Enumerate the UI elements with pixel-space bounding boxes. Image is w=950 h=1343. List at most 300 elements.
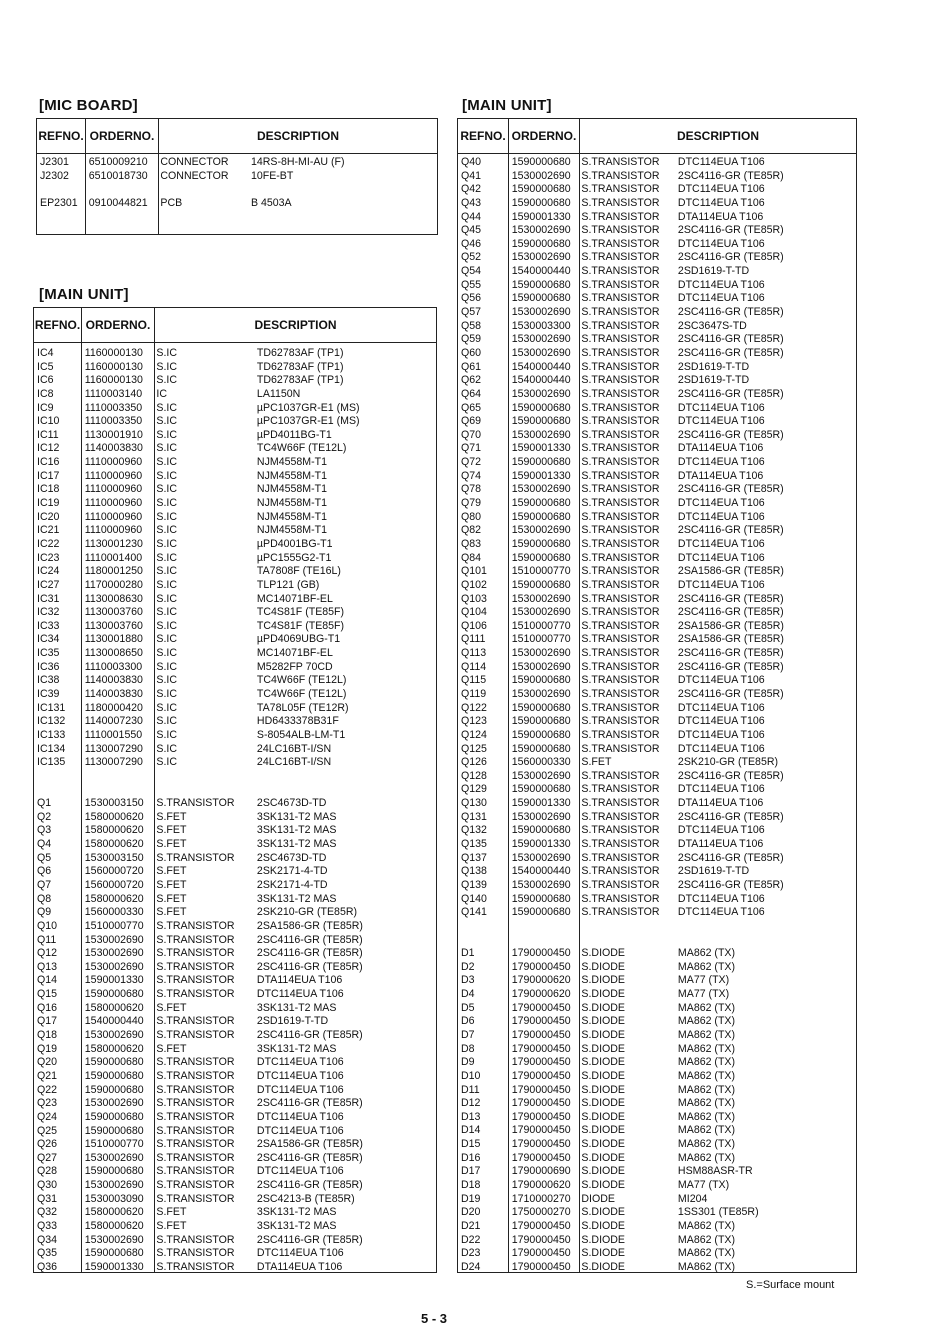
ref-no-cell: IC31: [37, 592, 60, 605]
table-row: [34, 947, 436, 961]
order-no-cell: 1590001330: [511, 797, 571, 810]
table-row: [458, 947, 856, 961]
order-no-cell: 1530002690: [511, 660, 571, 673]
ref-no-cell: Q25: [37, 1124, 58, 1137]
part-type-cell: S.TRANSISTOR: [581, 306, 660, 319]
ref-no-cell: D19: [461, 1192, 481, 1205]
part-description-cell: DTA114EUA T106: [677, 797, 764, 810]
description-header: DESCRIPTION: [579, 119, 856, 153]
part-type-cell: S.TRANSISTOR: [581, 633, 660, 646]
order-no-cell: 1590000680: [84, 1056, 144, 1069]
part-type-cell: S.DIODE: [581, 1083, 625, 1096]
ref-no-cell: D16: [461, 1151, 481, 1164]
part-type-cell: S.DIODE: [581, 1233, 625, 1246]
ref-no-cell: Q33: [37, 1220, 58, 1232]
order-no-cell: [508, 920, 579, 934]
part-type-cell: S.TRANSISTOR: [581, 183, 660, 196]
ref-no-cell: [34, 784, 81, 798]
part-type-cell: S.TRANSISTOR: [156, 988, 235, 1001]
ref-no-cell: Q102: [461, 578, 487, 591]
ref-no-cell: Q15: [37, 988, 58, 1001]
part-type-cell: S.TRANSISTOR: [581, 483, 660, 496]
ref-no-cell: Q43: [461, 196, 482, 209]
ref-no-header: REF NO.: [460, 128, 506, 143]
table-row: [458, 770, 856, 784]
part-description-cell: DTC114EUA T106: [677, 783, 765, 796]
order-no-cell: 1110001400: [84, 551, 143, 564]
table-row: [34, 797, 436, 811]
ref-no-cell: Q123: [461, 715, 487, 728]
part-type-cell: S.IC: [156, 469, 178, 482]
table-row: [458, 333, 856, 347]
ref-no-cell: Q140: [461, 892, 487, 905]
part-type-cell: S.TRANSISTOR: [581, 783, 660, 796]
ref-no-cell: Q5: [37, 851, 52, 864]
ref-no-cell: IC16: [37, 456, 60, 469]
part-type-cell: S.TRANSISTOR: [581, 687, 660, 700]
table-row: [34, 538, 436, 552]
order-no-header: ORDER NO.: [85, 119, 158, 153]
ref-no-cell: Q79: [461, 497, 482, 510]
part-type-cell: S.IC: [156, 606, 178, 619]
part-type-cell: S.TRANSISTOR: [581, 728, 660, 741]
table-row: [458, 279, 856, 293]
table-row: [458, 251, 856, 265]
table-row: [37, 197, 437, 211]
ref-no-cell: IC36: [37, 660, 60, 673]
table-row: [458, 552, 856, 566]
part-description-cell: TD62783AF (TP1): [256, 347, 344, 359]
part-type-cell: S.FET: [156, 1206, 187, 1219]
part-type-cell: S.TRANSISTOR: [581, 156, 660, 168]
part-type-cell: S.TRANSISTOR: [156, 1069, 235, 1082]
part-type-cell: S.TRANSISTOR: [581, 824, 660, 837]
part-description-cell: µPC1037GR-E1 (MS): [256, 401, 360, 414]
table-row: [458, 456, 856, 470]
part-type-cell: S.TRANSISTOR: [581, 278, 660, 291]
ref-no-cell: IC134: [37, 742, 66, 755]
part-description-cell: 2SC4116-GR (TE85R): [256, 933, 363, 946]
ref-no-cell: Q59: [461, 333, 482, 346]
table-row: [458, 1206, 856, 1220]
part-type-cell: [153, 770, 253, 784]
part-description-cell: DTC114EUA T106: [677, 728, 765, 741]
part-description-cell: MA862 (TX): [677, 1219, 736, 1232]
part-type-cell: S.IC: [156, 728, 178, 741]
order-no-cell: 1530002690: [511, 387, 571, 400]
part-type-cell: S.IC: [156, 428, 178, 441]
table-row: [458, 238, 856, 252]
mic-board-table: [36, 118, 438, 235]
order-no-cell: 1530002690: [84, 1097, 144, 1110]
order-no-cell: 1590000680: [511, 510, 571, 523]
order-no-cell: 1590000680: [511, 892, 571, 905]
part-description-cell: LA1150N: [256, 387, 301, 400]
part-description-cell: DTC114EUA T106: [256, 1083, 344, 1096]
ref-no-cell: Q44: [461, 210, 482, 223]
part-description-cell: DTC114EUA T106: [677, 510, 765, 523]
order-no-cell: 1170000280: [84, 578, 143, 591]
part-description-cell: MA862 (TX): [677, 1056, 736, 1069]
part-description-cell: MA862 (TX): [677, 1015, 736, 1028]
order-no-cell: 1160000130: [84, 374, 143, 387]
ref-no-cell: IC135: [37, 756, 66, 769]
ref-no-cell: Q57: [461, 306, 482, 319]
order-no-cell: 1110000960: [84, 497, 143, 510]
part-type-cell: S.IC: [156, 756, 178, 769]
part-description-cell: DTC114EUA T106: [256, 1056, 344, 1069]
part-description-cell: 2SA1586-GR (TE85R): [256, 919, 363, 932]
table-row: [458, 1002, 856, 1016]
order-no-cell: 1560000330: [511, 756, 571, 769]
part-description-cell: 2SA1586-GR (TE85R): [677, 633, 784, 646]
description-header: DESCRIPTION: [154, 308, 436, 342]
ref-no-cell: Q104: [461, 606, 487, 619]
ref-no-cell: D17: [461, 1165, 481, 1178]
part-description-cell: 24LC16BT-I/SN: [256, 742, 332, 755]
order-no-cell: 1540000440: [511, 265, 571, 278]
part-description-cell: MA862 (TX): [677, 1083, 736, 1096]
ref-no-cell: Q132: [461, 824, 487, 837]
ref-no-cell: IC11: [37, 428, 59, 441]
ref-no-cell: D10: [461, 1069, 481, 1082]
ref-no-cell: IC4: [37, 347, 54, 359]
part-description-cell: 3SK131-T2 MAS: [256, 824, 337, 837]
part-description-cell: 2SD1619-T-TD: [677, 865, 750, 878]
part-description-cell: DTA114EUA T106: [677, 442, 764, 455]
ref-no-cell: Q7: [37, 878, 52, 891]
part-description-cell: 2SA1586-GR (TE85R): [677, 619, 784, 632]
ref-no-cell: IC131: [37, 701, 66, 714]
table-row: [34, 893, 436, 907]
part-type-cell: S.DIODE: [581, 1097, 625, 1110]
part-type-cell: S.FET: [156, 838, 187, 851]
ref-no-cell: IC21: [37, 524, 60, 537]
main-unit-right-title: [MAIN UNIT]: [462, 97, 552, 114]
part-type-cell: S.DIODE: [581, 1029, 625, 1041]
table-row: [34, 1002, 436, 1016]
part-description-cell: DTC114EUA T106: [677, 824, 765, 837]
part-type-cell: S.TRANSISTOR: [581, 715, 660, 728]
part-type-cell: S.DIODE: [581, 1138, 625, 1151]
order-no-cell: 1530002690: [511, 878, 571, 891]
table-row: [34, 729, 436, 743]
part-description-cell: [674, 934, 856, 948]
part-description-cell: DTC114EUA T106: [677, 497, 765, 510]
order-no-cell: 1140003830: [84, 688, 143, 701]
order-no-cell: 1130001230: [84, 537, 143, 550]
part-type-cell: S.IC: [156, 688, 178, 701]
table-row: [34, 565, 436, 579]
table-row: [458, 183, 856, 197]
part-type-cell: S.IC: [156, 537, 178, 550]
part-type-cell: S.DIODE: [581, 1206, 625, 1219]
ref-no-cell: Q41: [461, 169, 482, 182]
part-description-cell: NJM4558M-T1: [256, 497, 327, 510]
order-no-cell: 1790000450: [511, 1029, 571, 1041]
part-type-cell: S.DIODE: [581, 988, 625, 1001]
table-row: [458, 1056, 856, 1070]
part-description-cell: µPD4001BG-T1: [256, 537, 333, 550]
table-row: [34, 1125, 436, 1139]
ref-no-cell: Q14: [37, 974, 58, 987]
ref-no-cell: [34, 770, 81, 784]
table-row: [458, 879, 856, 893]
part-type-cell: S.TRANSISTOR: [581, 701, 660, 714]
order-no-cell: 1790000450: [511, 1233, 571, 1246]
ref-no-cell: IC8: [37, 387, 54, 400]
table-row: [458, 1247, 856, 1261]
part-description-cell: DTA114EUA T106: [677, 838, 764, 851]
part-type-cell: S.DIODE: [581, 1110, 625, 1123]
part-type-cell: S.TRANSISTOR: [581, 401, 660, 414]
order-no-cell: 1590000680: [511, 578, 571, 591]
part-type-cell: S.IC: [156, 374, 178, 387]
table-row: [458, 1124, 856, 1138]
ref-no-cell: Q13: [37, 960, 58, 973]
table-row: [34, 1043, 436, 1057]
table-row: [458, 224, 856, 238]
part-description-cell: MA862 (TX): [677, 1069, 736, 1082]
table-row: [458, 211, 856, 225]
part-type-cell: S.IC: [156, 647, 178, 660]
ref-no-cell: D11: [461, 1083, 480, 1096]
table-row: [458, 1165, 856, 1179]
order-no-cell: 1110000960: [84, 510, 143, 523]
ref-no-cell: Q12: [37, 947, 58, 960]
part-description-cell: 2SC4213-B (TE85R): [256, 1192, 355, 1205]
table-row: [458, 1043, 856, 1057]
table-row: [34, 770, 436, 784]
table-row: [458, 388, 856, 402]
order-no-cell: [85, 183, 158, 197]
table-row: [34, 852, 436, 866]
part-type-cell: S.TRANSISTOR: [581, 742, 660, 755]
order-no-cell: 1590000680: [511, 278, 571, 291]
order-no-cell: 1790000450: [511, 1015, 571, 1028]
order-no-cell: 1790000450: [511, 1260, 571, 1273]
ref-no-cell: D6: [461, 1015, 475, 1028]
ref-no-cell: Q83: [461, 537, 482, 550]
order-no-cell: 1590000680: [511, 742, 571, 755]
part-description-cell: TA7808F (TE16L): [256, 565, 341, 578]
order-no-cell: 1590000680: [84, 1165, 144, 1178]
order-no-cell: 1590000680: [511, 497, 571, 510]
ref-no-cell: D7: [461, 1029, 475, 1041]
part-description-cell: TD62783AF (TP1): [256, 374, 344, 387]
order-no-cell: 1590000680: [84, 1247, 144, 1260]
table-row: [34, 879, 436, 893]
part-type-cell: S.FET: [156, 1001, 187, 1014]
part-description-cell: DTC114EUA T106: [677, 892, 765, 905]
part-description-cell: MA862 (TX): [677, 1260, 736, 1273]
part-description-cell: DTC114EUA T106: [677, 401, 765, 414]
part-description-cell: 3SK131-T2 MAS: [256, 1220, 337, 1232]
part-description-cell: [674, 920, 856, 934]
ref-no-header: REF NO.: [38, 128, 84, 143]
part-type-cell: S.TRANSISTOR: [581, 565, 660, 578]
ref-no-cell: Q55: [461, 278, 482, 291]
order-no-cell: 1530002690: [511, 647, 571, 660]
order-no-cell: 1580000620: [84, 1042, 144, 1055]
order-no-cell: 1560000330: [84, 906, 144, 919]
table-row: [458, 497, 856, 511]
part-description-cell: DTC114EUA T106: [677, 701, 765, 714]
part-type-cell: S.DIODE: [581, 1151, 625, 1164]
part-type-cell: S.TRANSISTOR: [581, 237, 660, 250]
order-no-cell: 1790000620: [511, 1179, 571, 1192]
order-no-cell: 6510009210: [88, 156, 148, 168]
table-row: [34, 756, 436, 770]
part-type-cell: S.FET: [156, 810, 187, 823]
part-description-cell: 2SC4116-GR (TE85R): [677, 687, 784, 700]
part-type-cell: S.TRANSISTOR: [156, 1179, 235, 1192]
order-no-cell: 1790000450: [511, 960, 571, 973]
table-row: [34, 524, 436, 538]
order-no-cell: 1530002690: [511, 851, 571, 864]
part-description-cell: 2SC4116-GR (TE85R): [677, 524, 784, 537]
part-type-cell: S.FET: [581, 756, 612, 769]
table-row: [458, 593, 856, 607]
table-row: [458, 1220, 856, 1234]
part-description-cell: TC4S81F (TE85F): [256, 619, 345, 632]
part-description-cell: 2SC4116-GR (TE85R): [256, 1233, 363, 1246]
table-row: [458, 797, 856, 811]
table-row: [34, 1097, 436, 1111]
order-no-cell: 1110001550: [84, 728, 143, 741]
part-type-cell: S.IC: [156, 660, 178, 673]
part-description-cell: 2SC4116-GR (TE85R): [677, 251, 784, 264]
order-no-cell: 1530002690: [511, 428, 571, 441]
part-type-cell: S.FET: [156, 824, 187, 837]
ref-no-cell: Q23: [37, 1097, 58, 1110]
order-no-cell: 1560000720: [84, 865, 144, 878]
part-description-cell: MA862 (TX): [677, 1029, 736, 1041]
part-type-cell: S.TRANSISTOR: [156, 1015, 235, 1028]
part-type-cell: S.TRANSISTOR: [156, 960, 235, 973]
table-row: [34, 1247, 436, 1261]
part-description-cell: 2SC4116-GR (TE85R): [677, 769, 784, 782]
part-type-cell: S.IC: [156, 483, 178, 496]
part-type-cell: S.DIODE: [581, 1015, 625, 1028]
ref-no-cell: Q36: [37, 1260, 58, 1273]
order-no-cell: 1110000960: [84, 524, 143, 537]
order-no-header: ORDER NO.: [81, 308, 154, 342]
ref-no-cell: Q78: [461, 483, 482, 496]
part-description-cell: TC4W66F (TE12L): [256, 674, 347, 687]
order-no-cell: 1160000130: [84, 360, 143, 373]
table-row: [34, 715, 436, 729]
table-row: [34, 702, 436, 716]
table-row: [458, 906, 856, 920]
part-description-cell: MA77 (TX): [677, 988, 730, 1001]
order-no-cell: 1790000450: [511, 1124, 571, 1137]
ref-no-cell: D12: [461, 1097, 481, 1110]
ref-no-cell: D1: [461, 947, 475, 960]
ref-no-cell: IC24: [37, 565, 60, 578]
table-row: [458, 483, 856, 497]
order-no-cell: 1110000960: [84, 456, 143, 469]
part-description-cell: 14RS-8H-MI-AU (F): [250, 156, 345, 168]
order-no-cell: 1580000620: [84, 1220, 144, 1232]
table-row: [34, 483, 436, 497]
part-type-cell: S.TRANSISTOR: [581, 647, 660, 660]
table-rows: [34, 347, 436, 1275]
part-type-cell: S.IC: [156, 565, 178, 578]
ref-no-cell: IC132: [37, 715, 66, 728]
part-description-cell: 2SC4116-GR (TE85R): [677, 878, 784, 891]
ref-no-cell: Q131: [461, 810, 487, 823]
order-no-cell: 1540000440: [511, 865, 571, 878]
ref-no-cell: [458, 920, 508, 934]
part-description-cell: DTC114EUA T106: [256, 988, 344, 1001]
order-no-cell: 1530002690: [511, 346, 571, 359]
order-no-cell: 1590000680: [84, 1083, 144, 1096]
ref-no-cell: Q60: [461, 346, 482, 359]
part-description-cell: DTC114EUA T106: [677, 183, 765, 196]
order-no-cell: 1790000450: [511, 1097, 571, 1110]
order-no-cell: 1530003150: [84, 797, 144, 810]
part-type-cell: S.DIODE: [581, 1247, 625, 1260]
order-no-cell: 1130001910: [84, 428, 143, 441]
ref-no-cell: Q65: [461, 401, 482, 414]
part-description-cell: 2SC4116-GR (TE85R): [677, 224, 784, 237]
order-no-cell: 1530002690: [511, 524, 571, 537]
order-no-cell: 1530002690: [511, 483, 571, 496]
mic-board-title: [MIC BOARD]: [39, 97, 138, 114]
part-type-cell: S.TRANSISTOR: [581, 497, 660, 510]
part-type-cell: S.TRANSISTOR: [156, 1029, 235, 1042]
table-row: [34, 1015, 436, 1029]
order-no-cell: 1790000450: [511, 1069, 571, 1082]
part-type-cell: PCB: [160, 196, 183, 209]
part-description-cell: NJM4558M-T1: [256, 456, 327, 469]
ref-no-cell: Q58: [461, 319, 482, 332]
ref-no-cell: Q11: [37, 933, 57, 946]
page-number: 5 - 3: [421, 1311, 448, 1326]
table-row: [34, 579, 436, 593]
table-row: [458, 538, 856, 552]
ref-no-cell: Q122: [461, 701, 487, 714]
table-row: [458, 1015, 856, 1029]
table-row: [34, 442, 436, 456]
part-type-cell: S.TRANSISTOR: [581, 524, 660, 537]
table-row: [458, 565, 856, 579]
table-row: [458, 1070, 856, 1084]
table-row: [34, 1152, 436, 1166]
ref-no-cell: D8: [461, 1042, 475, 1055]
order-no-cell: 1790000450: [511, 1110, 571, 1123]
table-rows: [37, 156, 437, 211]
table-row: [34, 661, 436, 675]
order-no-cell: 1790000450: [511, 1219, 571, 1232]
table-row: [458, 893, 856, 907]
order-no-cell: 1540000440: [511, 360, 571, 373]
part-type-cell: S.TRANSISTOR: [581, 224, 660, 237]
ref-no-cell: Q34: [37, 1233, 58, 1246]
part-type-cell: S.FET: [156, 892, 187, 905]
table-row: [458, 1179, 856, 1193]
table-row: [34, 374, 436, 388]
order-no-cell: 1530002690: [84, 960, 144, 973]
order-no-cell: 1790000450: [511, 1001, 571, 1014]
table-row: [34, 824, 436, 838]
table-row: [34, 361, 436, 375]
order-no-cell: 1790000690: [511, 1165, 571, 1178]
part-description-cell: NJM4558M-T1: [256, 524, 327, 537]
part-type-cell: S.TRANSISTOR: [156, 1233, 235, 1246]
part-type-cell: S.TRANSISTOR: [156, 851, 235, 864]
